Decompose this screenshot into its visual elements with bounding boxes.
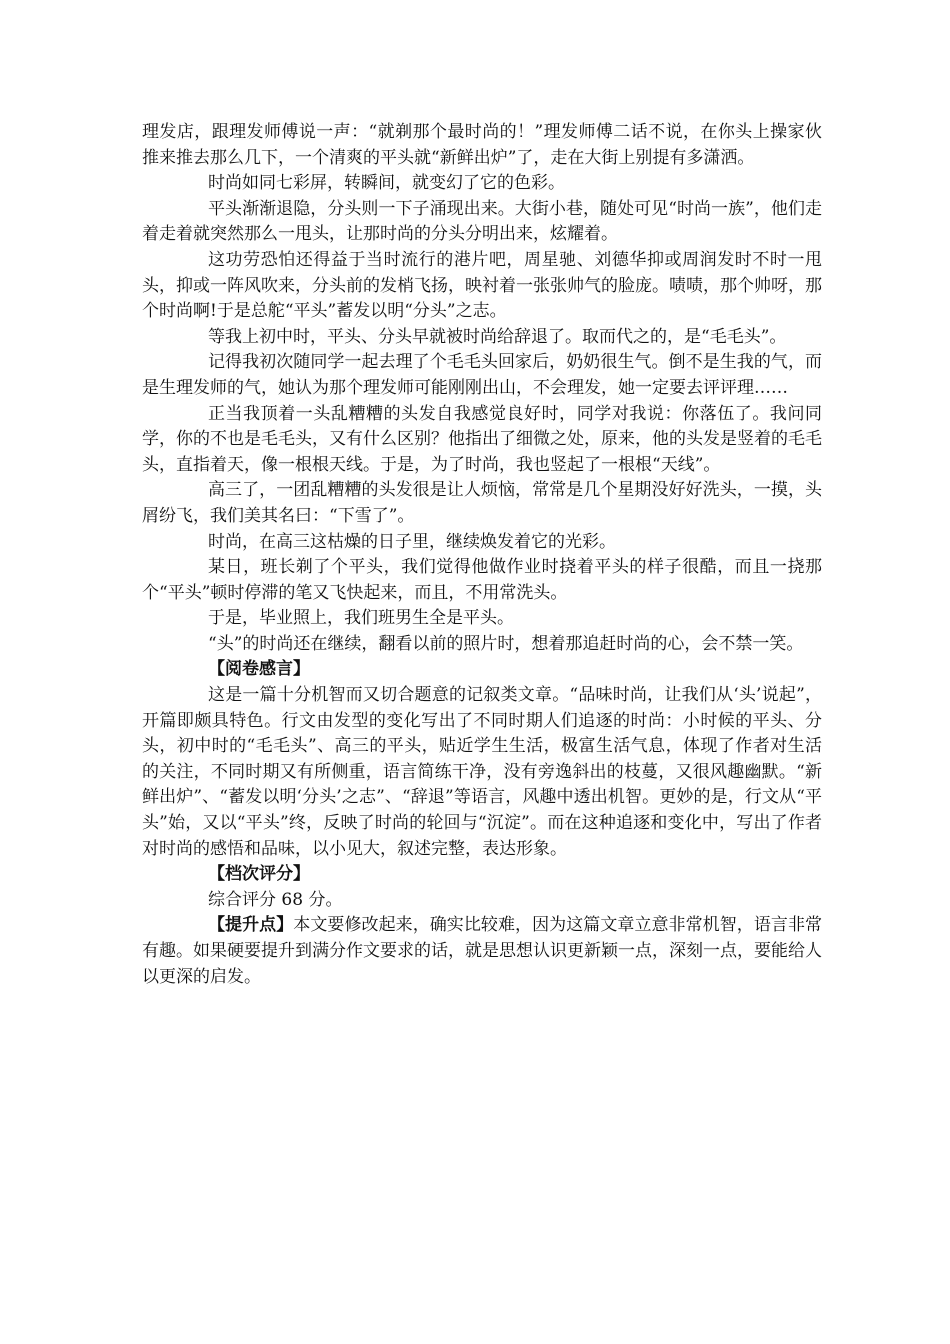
story-paragraph-7: 正当我顶着一头乱糟糟的头发自我感觉良好时，同学对我说：你落伍了。我问同学，你的不也是毛毛头，又有什么区别？他指出了细微之处，原来，他的头发是竖着的毛毛头，直指着天，像一根根天线。于是，为了时尚，我也竖起了一根根“天线”。 <box>142 403 822 475</box>
story-paragraph-10: 某日，班长剃了个平头，我们觉得他做作业时挠着平头的样子很酷，而且一挠那个“平头”顿时停滞的笔又飞快起来，而且，不用常洗头。 <box>142 557 822 603</box>
story-paragraph-1: 理发店，跟理发师傅说一声：“就剃那个最时尚的！”理发师傅二话不说，在你头上操家伙推来推去那么几下，一个清爽的平头就“新鲜出炉”了，走在大街上别提有多潇洒。 <box>142 122 822 168</box>
story-paragraph-6: 记得我初次随同学一起去理了个毛毛头回家后，奶奶很生气。倒不是生我的气，而是生理发师的气，她认为那个理发师可能刚刚出山，不会理发，她一定要去评评理…… <box>142 352 822 398</box>
review-text: 这是一篇十分机智而又切合题意的记叙类文章。“品味时尚，让我们从‘头’说起”，开篇即颇具特色。行文由发型的变化写出了不同时期人们追逐的时尚：小时候的平头、分头，初中时的“毛毛头”、高三的平头，贴近学生生活，极富生活气息，体现了作者对生活的关注，不同时期又有所侧重，语言简练干净，没有旁逸斜出的枝蔓，又很风趣幽默。“新鲜出炉”、“蓄发以明‘分头’之志”、“辞退”等语言，风趣中透出机智。更妙的是，行文从“平头”始，又以“平头”终，反映了时尚的轮回与“沉淀”。而在这种追逐和变化中，写出了作者对时尚的感悟和品味，以小见大，叙述完整，表达形象。 <box>142 685 822 859</box>
grade-heading: 【档次评分】 <box>208 864 310 885</box>
review-heading: 【阅卷感言】 <box>208 659 310 680</box>
improve-lead: 【提升点】 <box>208 915 294 936</box>
document-page <box>142 120 822 990</box>
story-paragraph-5: 等我上初中时，平头、分头早就被时尚给辞退了。取而代之的，是“毛毛头”。 <box>208 326 787 347</box>
story-paragraph-9: 时尚，在高三这枯燥的日子里，继续焕发着它的光彩。 <box>208 531 616 552</box>
story-paragraph-3: 平头渐渐退隐，分头则一下子涌现出来。大街小巷，随处可见“时尚一族”，他们走着走着就突然那么一甩头，让那时尚的分头分明出来，炫耀着。 <box>142 198 822 245</box>
story-paragraph-4: 这功劳恐怕还得益于当时流行的港片吧，周星驰、刘德华抑或周润发时不时一甩头，抑或一阵风吹来，分头前的发梢飞扬，映衬着一张张帅气的脸庞。啧啧，那个帅呀，那个时尚啊!于是总舵“平头”蓄发以明“分头”之志。 <box>142 249 822 322</box>
grade-text: 综合评分 68 分。 <box>208 889 343 910</box>
story-paragraph-2: 时尚如同七彩屏，转瞬间，就变幻了它的色彩。 <box>208 173 565 194</box>
improve-paragraph <box>142 913 822 990</box>
story-paragraph-12: “头”的时尚还在继续，翻看以前的照片时，想着那追赶时尚的心，会不禁一笑。 <box>208 633 804 654</box>
improve-text: 本文要修改起来，确实比较难，因为这篇文章立意非常机智，语言非常有趣。如果硬要提升到满分作文要求的话，就是思想认识更新颖一点，深刻一点，要能给人以更深的启发。 <box>142 915 823 987</box>
story-paragraph-8: 高三了，一团乱糟糟的头发很是让人烦恼，常常是几个星期没好好洗头，一摸，头屑纷飞，我们美其名曰：“下雪了”。 <box>142 480 822 526</box>
story-paragraph-11: 于是，毕业照上，我们班男生全是平头。 <box>208 608 514 629</box>
